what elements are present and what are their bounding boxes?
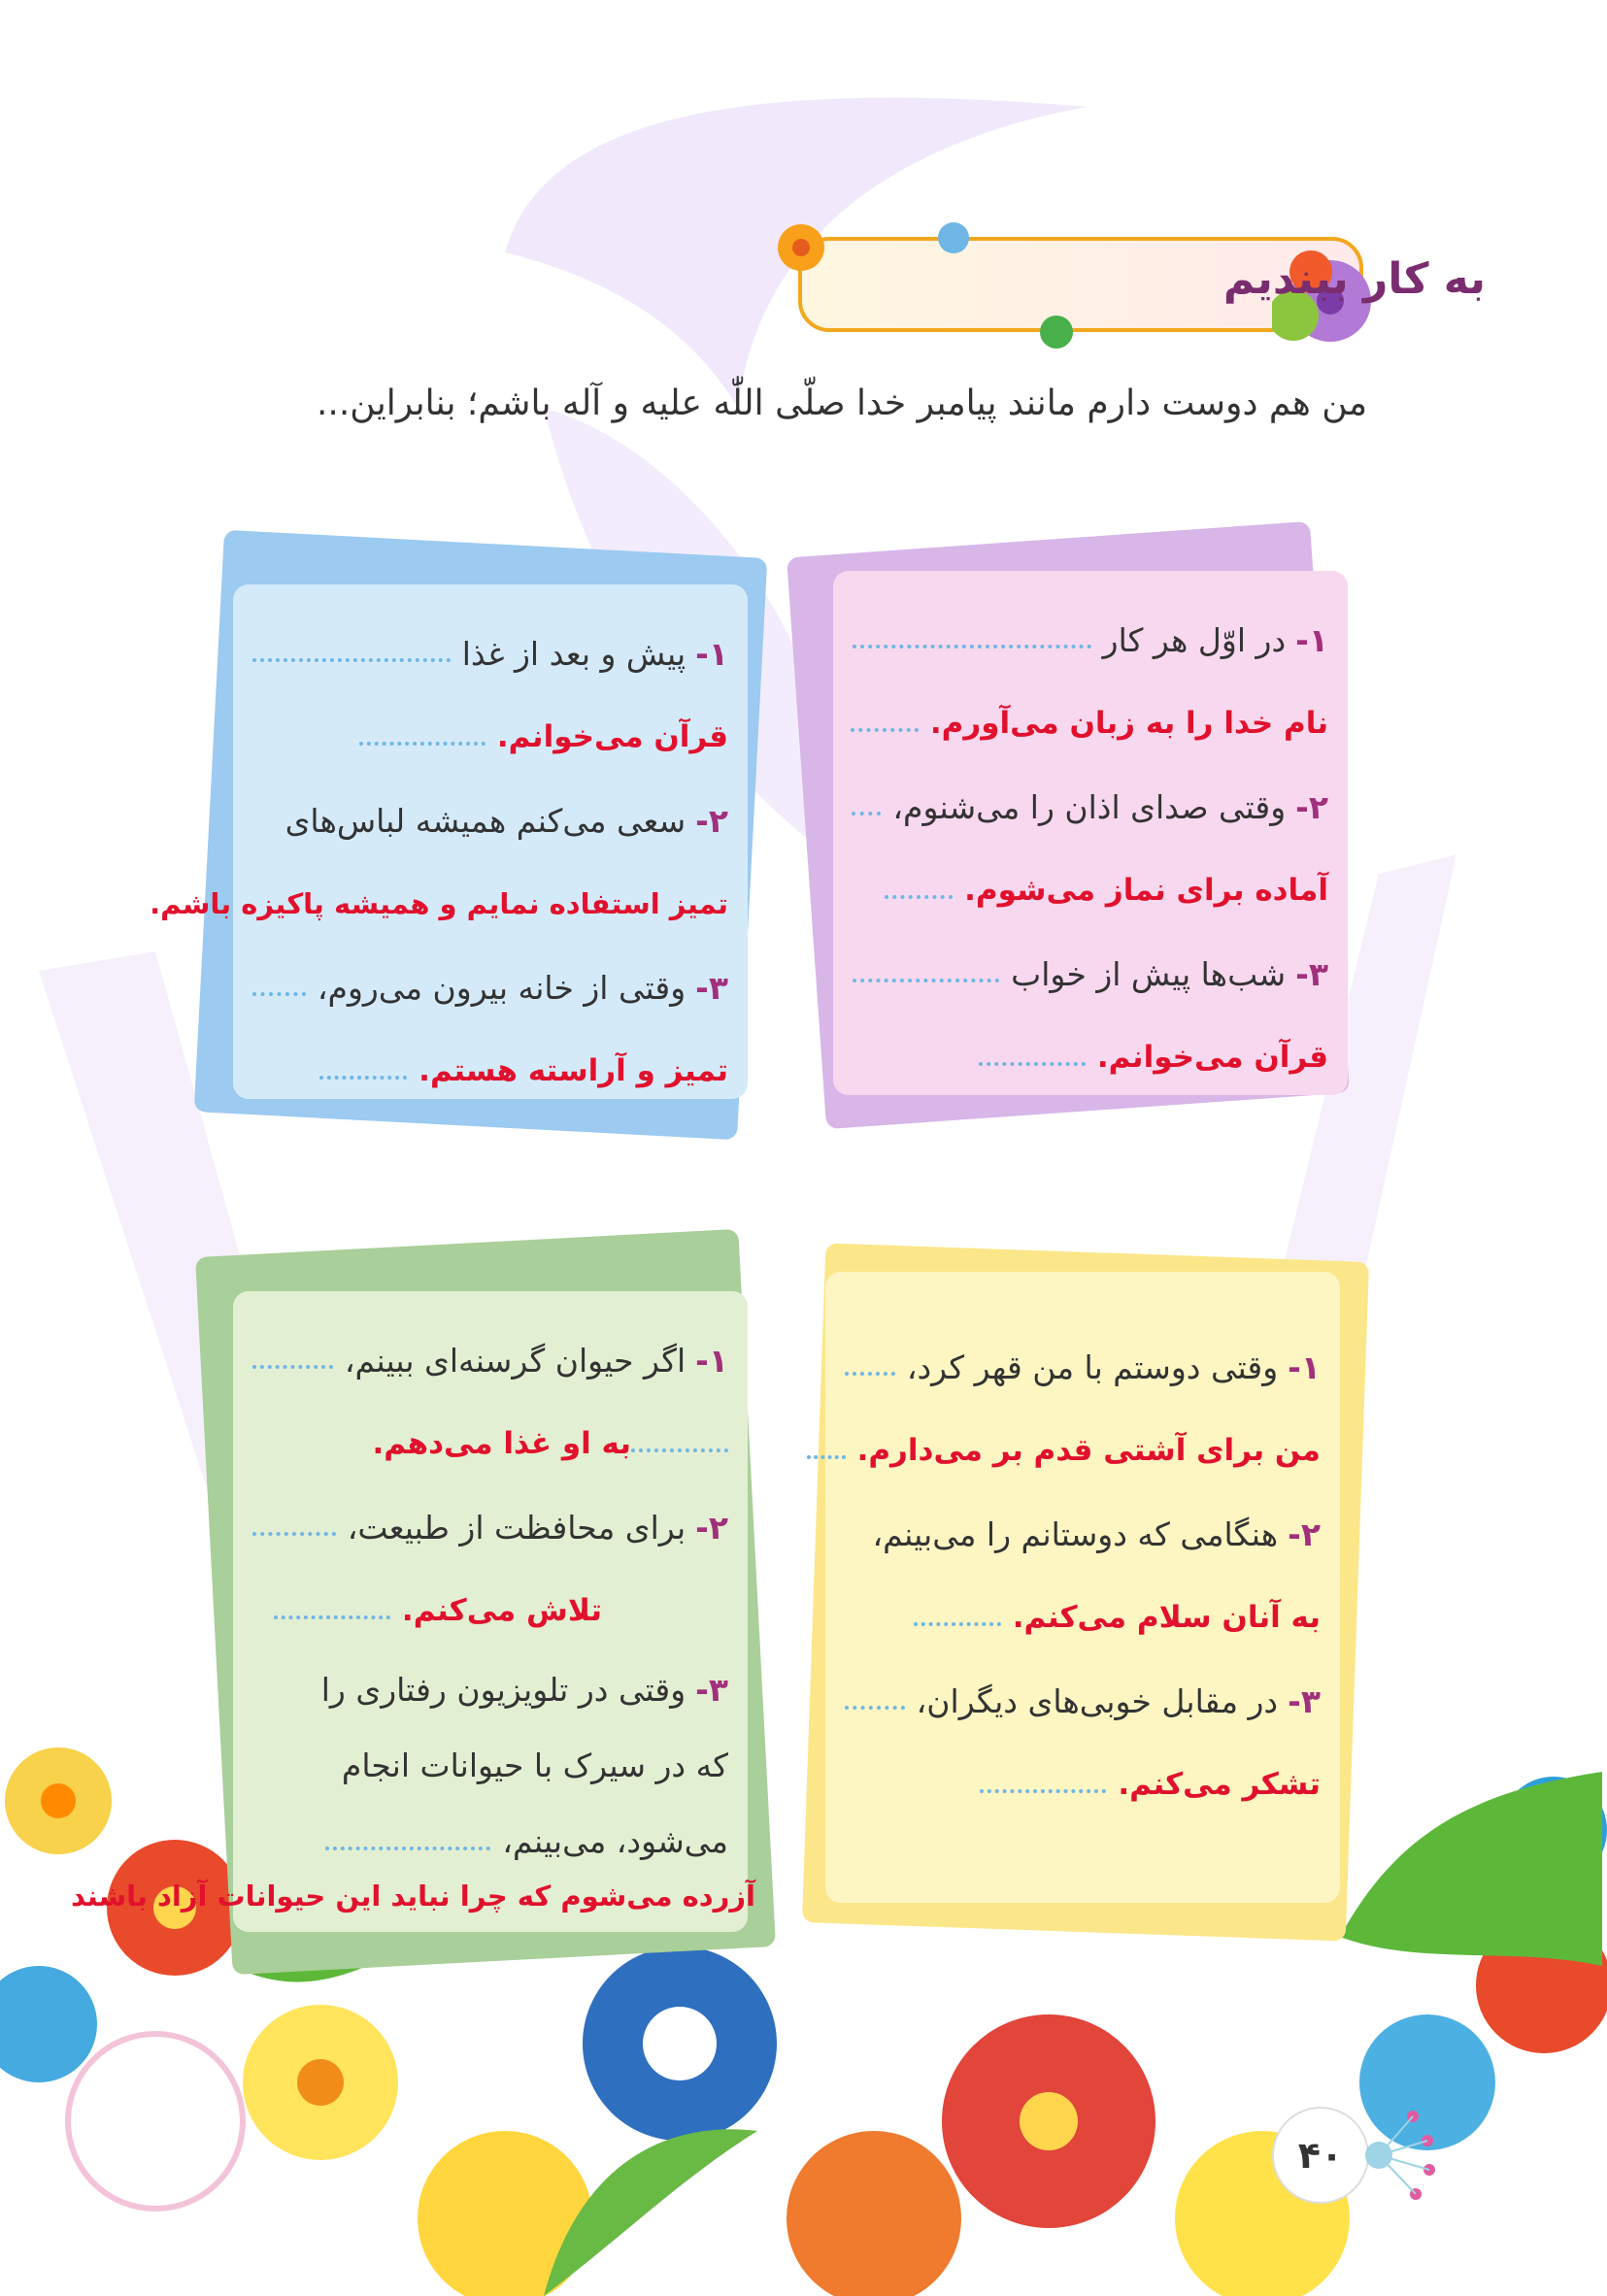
question-row [853, 765, 1328, 849]
answer-text: نام خدا را به زبان می‌آورم. [929, 706, 1328, 741]
question-number: ۳- [1295, 954, 1328, 993]
page-number: ۴۰ [1272, 2107, 1369, 2204]
question-prompt: وقتی دوستم با من قهر کرد، [906, 1348, 1279, 1386]
question-number: ۳- [1288, 1681, 1321, 1720]
question-row [252, 612, 728, 695]
answer-text: به آنان سلام می‌کنم. [1012, 1600, 1321, 1635]
answer-line [979, 1062, 1086, 1066]
answer-row [853, 682, 1328, 765]
question-prompt: پیش و بعد از غذا [461, 634, 686, 673]
answer-row [252, 1402, 728, 1485]
question-prompt: برای محافظت از طبیعت، [347, 1508, 686, 1547]
question-row [853, 598, 1328, 682]
answer-text: تمیز و آراسته هستم. [418, 1053, 728, 1088]
question-number: ۱- [695, 1341, 728, 1380]
answer-text: تمیز استفاده نمایم و همیشه پاکیزه باشم. [150, 887, 728, 920]
answer-line [851, 728, 919, 732]
answer-line [252, 1365, 333, 1369]
question-prompt: اگر حیوان گرسنه‌ای ببینم، [344, 1341, 686, 1380]
answer-line [252, 1532, 336, 1536]
answer-line [252, 992, 306, 996]
question-prompt: وقتی در تلویزیون رفتاری را [320, 1671, 686, 1709]
answer-line [885, 895, 953, 899]
answer-row [853, 849, 1328, 932]
intro-text: من هم دوست دارم مانند پیامبر خدا صلّی اللّٰه علیه و آله باشم؛ بنابراین... [316, 383, 1367, 423]
answer-row [252, 1029, 728, 1113]
question-number: ۱- [695, 634, 728, 673]
answer-line [359, 742, 485, 746]
question-prompt: در اوّل هر کار [1102, 620, 1287, 659]
question-number: ۳- [695, 968, 728, 1007]
question-row [252, 1485, 728, 1569]
answer-text: قرآن می‌خوانم. [496, 719, 728, 754]
answer-line [325, 1847, 490, 1850]
answer-text-overflow [71, 1854, 755, 1938]
answer-line [980, 1789, 1106, 1793]
question-prompt: سعی می‌کنم همیشه لباس‌های [285, 801, 686, 840]
question-line [252, 1652, 728, 1728]
dandelion-icon [1359, 2097, 1447, 2213]
question-prompt: در مقابل خوبی‌های دیگران، [916, 1681, 1279, 1720]
question-number: ۲- [695, 801, 728, 840]
question-number: ۲- [1295, 787, 1328, 826]
question-prompt: می‌شود، می‌بینم، [502, 1822, 728, 1860]
answer-row [252, 1569, 728, 1652]
question-number: ۲- [695, 1508, 728, 1547]
question-number: ۳- [695, 1671, 728, 1709]
question-row [252, 779, 728, 862]
question-prompt: شب‌ها پیش از خواب [1011, 954, 1287, 993]
answer-row [845, 1743, 1321, 1826]
answer-text: تشکر می‌کنم. [1118, 1767, 1321, 1802]
small-flower-icon [1035, 311, 1078, 353]
question-row [853, 932, 1328, 1015]
small-flower-icon [772, 218, 830, 277]
page-title: به کار ببندیم [1222, 254, 1486, 304]
answer-row [845, 1409, 1321, 1492]
question-number: ۲- [1288, 1514, 1321, 1553]
answer-row [845, 1576, 1321, 1659]
answer-line [319, 1076, 407, 1080]
answer-line [853, 979, 999, 982]
question-row [845, 1492, 1321, 1576]
question-prompt: وقتی صدای اذان را می‌شنوم، [892, 787, 1287, 826]
card-pink [833, 571, 1348, 1095]
question-number: ۱- [1288, 1348, 1321, 1386]
answer-line [252, 658, 451, 662]
answer-text: قرآن می‌خوانم. [1096, 1040, 1328, 1075]
answer-line [852, 812, 881, 815]
answer-text: تلاش می‌کنم. [401, 1593, 602, 1628]
question-prompt: هنگامی که دوستانم را می‌بینم، [872, 1514, 1279, 1553]
answer-line [807, 1455, 846, 1459]
answer-line [274, 1615, 390, 1619]
card-green [233, 1291, 748, 1932]
answer-line [914, 1622, 1001, 1626]
question-row [845, 1325, 1321, 1409]
answer-text: آزرده می‌شوم که چرا نباید این حیوانات آزاد باشند [71, 1880, 755, 1913]
answer-text: به او غذا می‌دهم. [372, 1426, 631, 1461]
question-line: که در سیرک با حیوانات انجام [341, 1747, 728, 1784]
question-row [252, 1318, 728, 1402]
answer-text: آماده برای نماز می‌شوم. [964, 873, 1328, 908]
question-number: ۱- [1295, 620, 1328, 659]
answer-row [252, 695, 728, 779]
card-blue [150, 584, 748, 1099]
small-flower-icon [934, 218, 973, 257]
question-multiline [252, 1652, 728, 1880]
question-row [252, 946, 728, 1029]
answer-line [845, 1372, 895, 1376]
answer-row [150, 862, 728, 946]
card-yellow [825, 1272, 1340, 1903]
answer-text: من برای آشتی قدم بر می‌دارم. [856, 1433, 1321, 1468]
question-row [845, 1659, 1321, 1743]
answer-line [853, 645, 1091, 649]
answer-line [845, 1706, 905, 1710]
answer-row [853, 1015, 1328, 1099]
question-prompt: وقتی از خانه بیرون می‌روم، [317, 968, 686, 1007]
answer-line [631, 1448, 728, 1452]
